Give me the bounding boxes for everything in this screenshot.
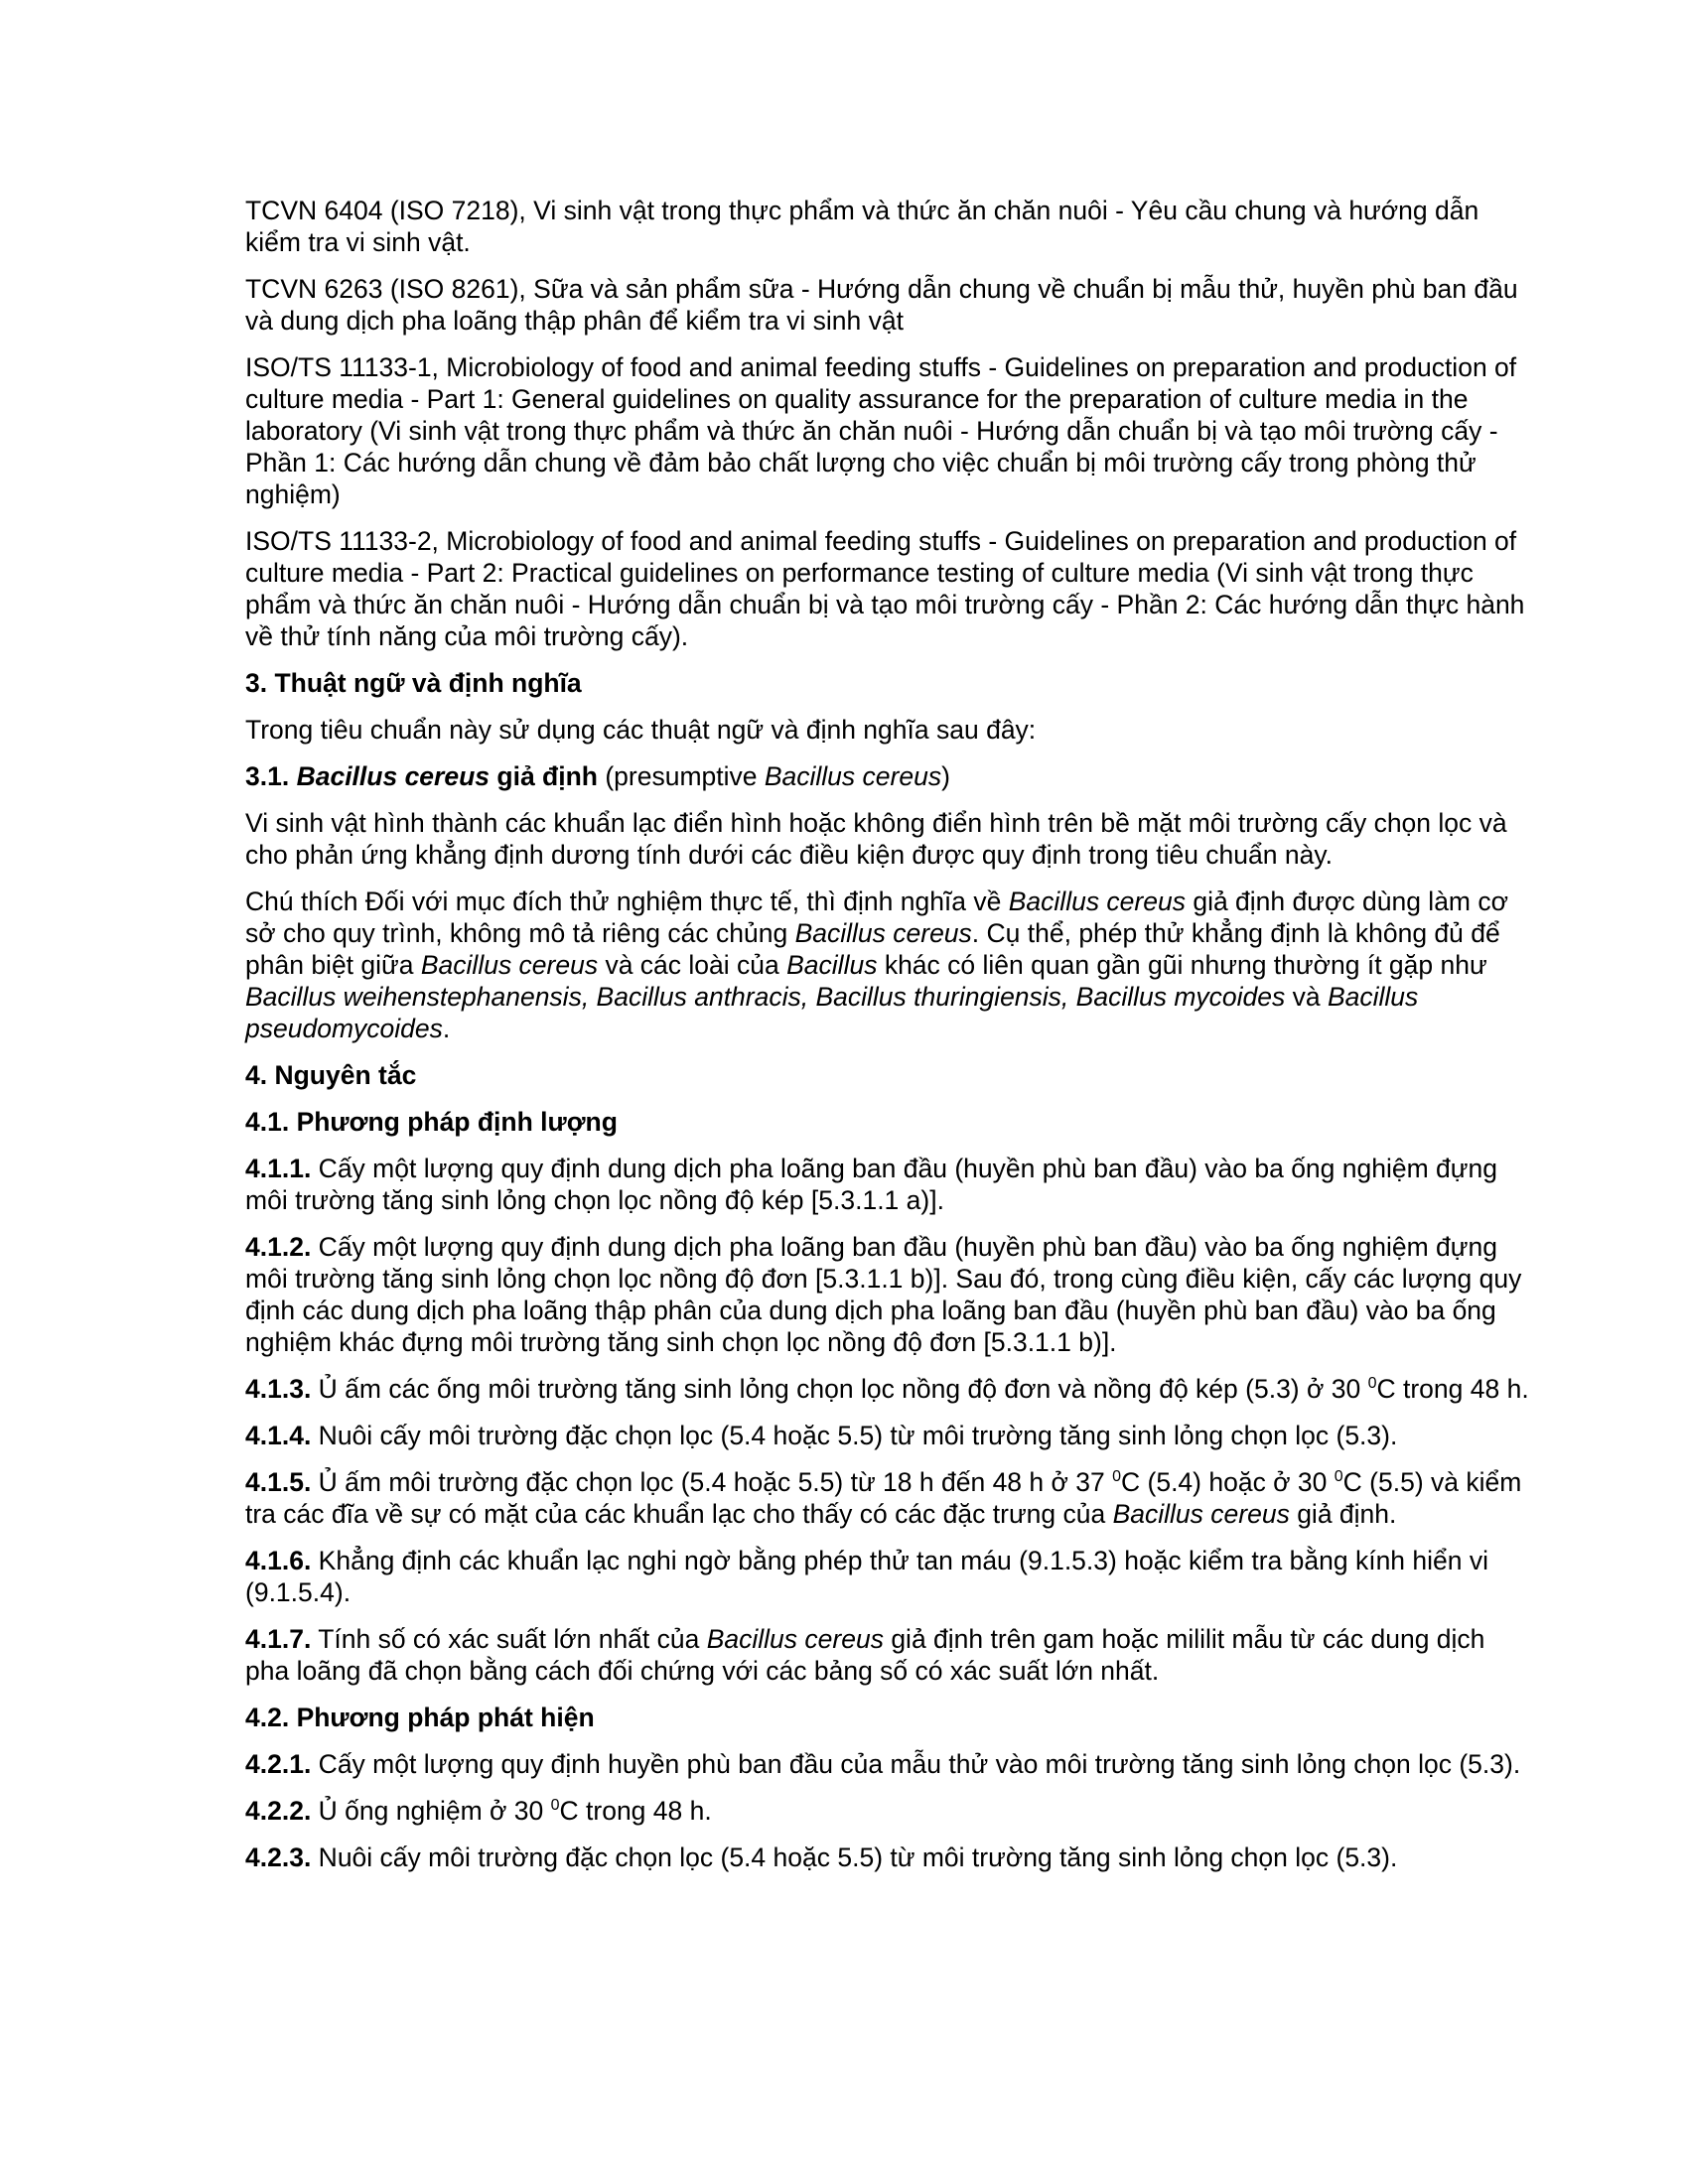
clause-text: C (5.4) hoặc ở 30 bbox=[1121, 1467, 1335, 1497]
clause-number: 4.1.6. bbox=[245, 1546, 312, 1575]
definition-paren-close: ) bbox=[941, 761, 950, 791]
clause-text: Ủ ống nghiệm ở 30 bbox=[311, 1796, 551, 1826]
subsection-4-2-heading: 4.2. Phương pháp phát hiện bbox=[245, 1703, 595, 1732]
section-3-intro: Trong tiêu chuẩn này sử dụng các thuật ngữ và định nghĩa sau đây: bbox=[245, 715, 1037, 745]
clause-text: Ủ ấm môi trường đặc chọn lọc (5.4 hoặc 5.5) từ 18 h đến 48 h ở 37 bbox=[311, 1467, 1113, 1497]
clause-4-1-2 bbox=[245, 1231, 1529, 1358]
clause-number: 4.1.1. bbox=[245, 1154, 312, 1183]
clause-4-2-1 bbox=[245, 1748, 1529, 1780]
clause-number: 4.2.3. bbox=[245, 1843, 312, 1872]
note-italic-5: Bacillus weihenstephanensis, Bacillus anthracis, Bacillus thuringiensis, Bacillus mycoides bbox=[245, 982, 1286, 1012]
clause-text: C trong 48 h. bbox=[559, 1796, 712, 1826]
clause-text: Nuôi cấy môi trường đặc chọn lọc (5.4 hoặc 5.5) từ môi trường tăng sinh lỏng chọn lọc (5.3). bbox=[311, 1421, 1398, 1450]
reference-tcvn-6263: TCVN 6263 (ISO 8261), Sữa và sản phẩm sữa - Hướng dẫn chung về chuẩn bị mẫu thử, huyền phù ban đầu và dung dịch pha loãng thập phân để kiểm tra vi sinh vật bbox=[245, 274, 1518, 336]
note-italic-6: Bacillus pseudomycoides bbox=[245, 982, 1419, 1043]
clause-number: 4.1.3. bbox=[245, 1374, 312, 1404]
definition-term-italic: Bacillus cereus bbox=[296, 761, 491, 791]
clause-4-1-7 bbox=[245, 1623, 1529, 1687]
clause-4-1-4 bbox=[245, 1420, 1529, 1451]
clause-4-1-5 bbox=[245, 1466, 1529, 1530]
subsection-4-1-heading: 4.1. Phương pháp định lượng bbox=[245, 1107, 618, 1137]
degree-superscript: 0 bbox=[1112, 1468, 1121, 1486]
degree-superscript: 0 bbox=[1334, 1468, 1343, 1486]
clause-4-1-3 bbox=[245, 1373, 1529, 1405]
clause-text: Cấy một lượng quy định huyền phù ban đầu của mẫu thử vào môi trường tăng sinh lỏng chọn lọc (5.3). bbox=[311, 1749, 1521, 1779]
note-text-4: và các loài của bbox=[598, 950, 787, 980]
reference-iso-ts-11133-1: ISO/TS 11133-1, Microbiology of food and animal feeding stuffs - Guidelines on preparation and production of culture media - Part 1: General guidelines on quality assurance for the preparation of culture media in the laboratory (Vi sinh vật trong thực phẩm và thức ăn chăn nuôi - Hướng dẫn chuẩn bị và tạo môi trường cấy - Phần 1: Các hướng dẫn chung về đảm bảo chất lượng cho việc chuẩn bị môi trường cấy trong phòng thử nghiệm) bbox=[245, 352, 1517, 509]
note-italic-4: Bacillus bbox=[786, 950, 878, 980]
note-italic-1: Bacillus cereus bbox=[1008, 887, 1186, 916]
definition-3-1-term bbox=[245, 760, 1529, 792]
clause-text: C (5.5) và kiểm tra các đĩa về sự có mặt của các khuẩn lạc cho thấy có các đặc trưng của bbox=[245, 1467, 1522, 1529]
definition-paren-open: (presumptive bbox=[597, 761, 765, 791]
clause-number: 4.2.1. bbox=[245, 1749, 312, 1779]
note-text-1: Chú thích Đối với mục đích thử nghiệm thực tế, thì định nghĩa về bbox=[245, 887, 1009, 916]
clause-text: giả định. bbox=[1289, 1499, 1397, 1529]
note-text-2: giả định được dùng làm cơ sở cho quy trình, không mô tả riêng các chủng bbox=[245, 887, 1508, 948]
clause-4-1-6 bbox=[245, 1545, 1529, 1608]
definition-term-rest: giả định bbox=[490, 761, 598, 791]
reference-iso-ts-11133-2: ISO/TS 11133-2, Microbiology of food and animal feeding stuffs - Guidelines on preparation and production of culture media - Part 2: Practical guidelines on performance testing of culture media (Vi sinh vật trong thực phẩm và thức ăn chăn nuôi - Hướng dẫn chuẩn bị và tạo môi trường cấy - Phần 2: Các hướng dẫn thực hành về thử tính năng của môi trường cấy). bbox=[245, 526, 1525, 651]
clause-number: 4.1.5. bbox=[245, 1467, 312, 1497]
definition-3-1-text: Vi sinh vật hình thành các khuẩn lạc điển hình hoặc không điển hình trên bề mặt môi trường cấy chọn lọc và cho phản ứng khẳng định dương tính dưới các điều kiện được quy định trong tiêu chuẩn này. bbox=[245, 808, 1507, 870]
clause-text: Nuôi cấy môi trường đặc chọn lọc (5.4 hoặc 5.5) từ môi trường tăng sinh lỏng chọn lọc (5.3). bbox=[311, 1843, 1398, 1872]
note-text-7: . bbox=[442, 1014, 451, 1043]
degree-superscript: 0 bbox=[550, 1797, 560, 1815]
note-text-5: khác có liên quan gần gũi nhưng thường ít gặp như bbox=[877, 950, 1487, 980]
clause-text: C trong 48 h. bbox=[1376, 1374, 1529, 1404]
definition-paren-italic: Bacillus cereus bbox=[764, 761, 942, 791]
definition-note bbox=[245, 886, 1529, 1044]
section-3-heading: 3. Thuật ngữ và định nghĩa bbox=[245, 668, 582, 698]
clause-number: 4.1.7. bbox=[245, 1624, 312, 1654]
clause-number: 4.1.4. bbox=[245, 1421, 312, 1450]
clause-text: giả định trên gam hoặc mililit mẫu từ các dung dịch pha loãng đã chọn bằng cách đối chứng với các bảng số có xác suất lớn nhất. bbox=[245, 1624, 1485, 1686]
clause-number: 4.1.2. bbox=[245, 1232, 312, 1262]
section-4-heading: 4. Nguyên tắc bbox=[245, 1060, 417, 1090]
clause-4-1-1 bbox=[245, 1153, 1529, 1216]
note-italic-2: Bacillus cereus bbox=[794, 918, 972, 948]
note-italic-3: Bacillus cereus bbox=[420, 950, 599, 980]
degree-superscript: 0 bbox=[1367, 1375, 1377, 1393]
clause-italic: Bacillus cereus bbox=[1112, 1499, 1290, 1529]
note-text-3: . Cụ thể, phép thử khẳng định là không đủ để phân biệt giữa bbox=[245, 918, 1500, 980]
clause-text: Khẳng định các khuẩn lạc nghi ngờ bằng phép thử tan máu (9.1.5.3) hoặc kiểm tra bằng kính hiển vi (9.1.5.4). bbox=[245, 1546, 1489, 1607]
definition-number: 3.1. bbox=[245, 761, 290, 791]
clause-4-2-2 bbox=[245, 1795, 1529, 1827]
clause-4-2-3 bbox=[245, 1842, 1529, 1873]
clause-text: Tính số có xác suất lớn nhất của bbox=[311, 1624, 707, 1654]
clause-text: Cấy một lượng quy định dung dịch pha loãng ban đầu (huyền phù ban đầu) vào ba ống nghiệm đựng môi trường tăng sinh lỏng chọn lọc nồng độ đơn [5.3.1.1 b)]. Sau đó, trong cùng điều kiện, cấy các lượng quy định các dung dịch pha loãng thập phân của dung dịch pha loãng ban đầu (huyền phù ban đầu) vào ba ống nghiệm khác đựng môi trường tăng sinh chọn lọc nồng độ đơn [5.3.1.1 b)]. bbox=[245, 1232, 1522, 1357]
clause-text: Cấy một lượng quy định dung dịch pha loãng ban đầu (huyền phù ban đầu) vào ba ống nghiệm đựng môi trường tăng sinh lỏng chọn lọc nồng độ kép [5.3.1.1 a)]. bbox=[245, 1154, 1497, 1215]
clause-number: 4.2.2. bbox=[245, 1796, 312, 1826]
reference-tcvn-6404: TCVN 6404 (ISO 7218), Vi sinh vật trong thực phẩm và thức ăn chăn nuôi - Yêu cầu chung và hướng dẫn kiểm tra vi sinh vật. bbox=[245, 196, 1479, 257]
note-text-6: và bbox=[1285, 982, 1328, 1012]
clause-italic: Bacillus cereus bbox=[706, 1624, 884, 1654]
clause-text: Ủ ấm các ống môi trường tăng sinh lỏng chọn lọc nồng độ đơn và nồng độ kép (5.3) ở 30 bbox=[311, 1374, 1368, 1404]
